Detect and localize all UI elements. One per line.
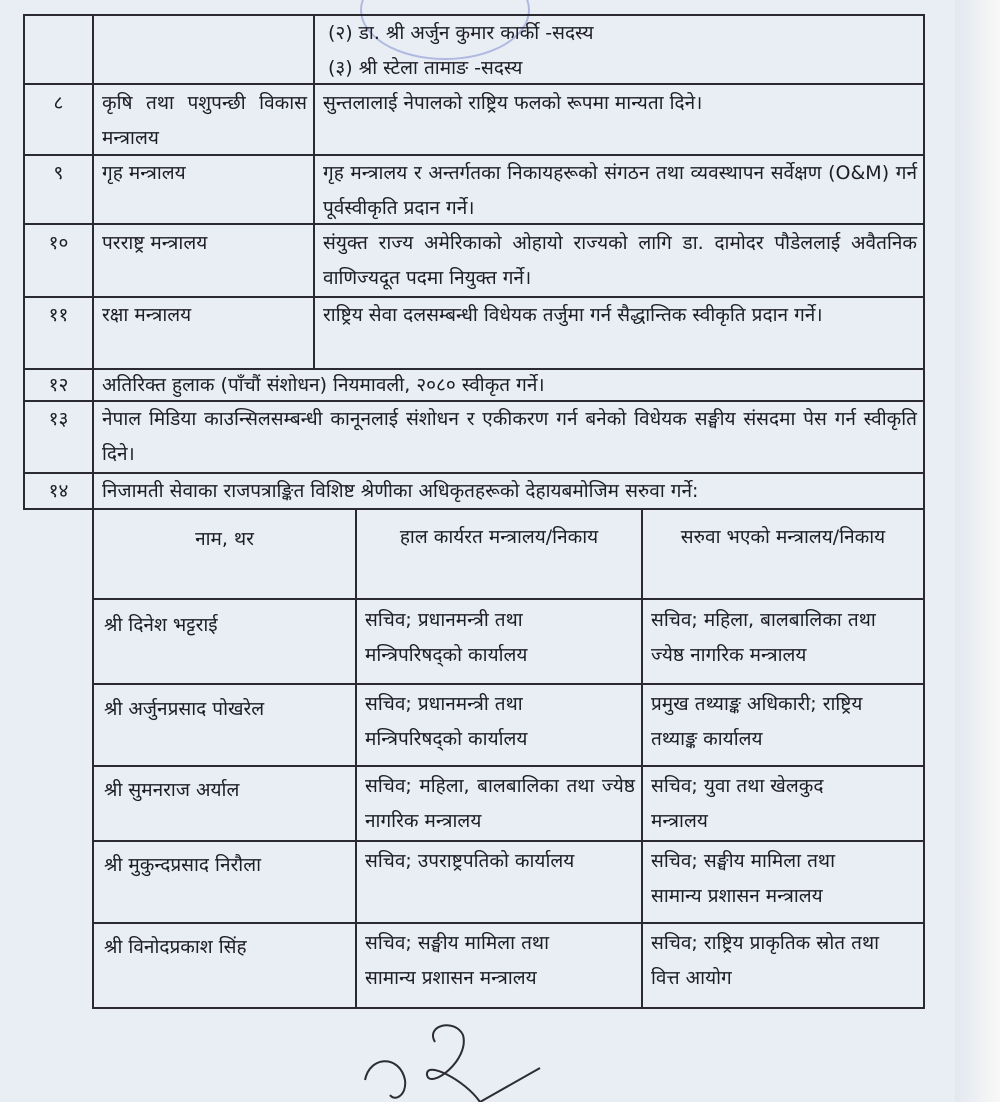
ministry-name: कृषि तथा पशुपन्छी विकास मन्त्रालय xyxy=(102,92,307,149)
column-header-current: हाल कार्यरत मन्त्रालय/निकाय xyxy=(399,526,599,548)
decision-text: गृह मन्त्रालय र अन्तर्गतका निकायहरूको संगठन तथा व्यवस्थापन सर्वेक्षण (O&M) गर्न पूर्वस्वीकृति प्रदान गर्ने। xyxy=(323,162,917,219)
new-post: सचिव; महिला, बालबालिका तथा ज्येष्ठ नागरिक मन्त्रालय xyxy=(651,609,876,666)
row-number: ९ xyxy=(53,162,64,184)
member-line: (२) डा. श्री अर्जुन कुमार कार्की -सदस्य xyxy=(328,22,594,44)
decision-text: निजामती सेवाका राजपत्राङ्कित विशिष्ट श्रेणीका अधिकृतहरूको देहायबमोजिम सरुवा गर्ने: xyxy=(102,480,699,502)
new-post: सचिव; युवा तथा खेलकुद मन्त्रालय xyxy=(651,775,824,832)
page-edge xyxy=(955,0,1000,1102)
column-header-new: सरुवा भएको मन्त्रालय/निकाय xyxy=(680,526,886,548)
decision-text: संयुक्त राज्य अमेरिकाको ओहायो राज्यको लागि डा. दामोदर पौडेललाई अवैतनिक वाणिज्यदूत पदमा नियुक्त गर्ने। xyxy=(323,232,917,289)
decision-text: राष्ट्रिय सेवा दलसम्बन्धी विधेयक तर्जुमा गर्न सैद्धान्तिक स्वीकृति प्रदान गर्ने। xyxy=(323,304,823,326)
row-number: १० xyxy=(48,232,69,254)
ministry-name: गृह मन्त्रालय xyxy=(102,162,186,184)
current-post: सचिव; महिला, बालबालिका तथा ज्येष्ठ नागरिक मन्त्रालय xyxy=(365,775,635,832)
row-number: १४ xyxy=(48,480,69,502)
current-post: सचिव; सङ्घीय मामिला तथा सामान्य प्रशासन मन्त्रालय xyxy=(365,932,549,989)
new-post: सचिव; सङ्घीय मामिला तथा सामान्य प्रशासन मन्त्रालय xyxy=(651,850,835,907)
new-post: प्रमुख तथ्याङ्क अधिकारी; राष्ट्रिय तथ्याङ्क कार्यालय xyxy=(651,693,863,750)
decision-text: सुन्तलालाई नेपालको राष्ट्रिय फलको रूपमा मान्यता दिने। xyxy=(323,92,703,114)
officer-name: श्री विनोदप्रकाश सिंह xyxy=(104,936,247,958)
officer-name: श्री सुमनराज अर्याल xyxy=(104,779,240,801)
committee-members xyxy=(320,16,920,86)
ministry-name: रक्षा मन्त्रालय xyxy=(102,304,192,326)
new-post: सचिव; राष्ट्रिय प्राकृतिक स्रोत तथा वित्त आयोग xyxy=(651,932,880,989)
officer-name: श्री मुकुन्दप्रसाद निरौला xyxy=(104,854,261,876)
officer-name: श्री दिनेश भट्टराई xyxy=(104,614,218,636)
member-line: (३) श्री स्टेला तामाङ -सदस्य xyxy=(328,57,523,79)
current-post: सचिव; उपराष्ट्रपतिको कार्यालय xyxy=(365,850,575,872)
row-number: ११ xyxy=(48,304,69,326)
row-number: १२ xyxy=(48,374,69,396)
column-header-name: नाम, थर xyxy=(195,528,254,550)
row-number: १३ xyxy=(48,408,69,430)
current-post: सचिव; प्रधानमन्त्री तथा मन्त्रिपरिषद्को कार्यालय xyxy=(365,693,528,750)
decision-text: नेपाल मिडिया काउन्सिलसम्बन्धी कानूनलाई संशोधन र एकीकरण गर्न बनेको विधेयक सङ्घीय संसदमा पेस गर्न स्वीकृति दिने। xyxy=(102,408,917,465)
current-post: सचिव; प्रधानमन्त्री तथा मन्त्रिपरिषद्को कार्यालय xyxy=(365,609,528,666)
officer-name: श्री अर्जुनप्रसाद पोखरेल xyxy=(104,698,265,720)
decision-text: अतिरिक्त हुलाक (पाँचौं संशोधन) नियमावली, २०८० स्वीकृत गर्ने। xyxy=(102,374,545,396)
ministry-name: परराष्ट्र मन्त्रालय xyxy=(102,232,208,254)
signature xyxy=(355,1020,555,1102)
row-number: ८ xyxy=(53,92,64,114)
